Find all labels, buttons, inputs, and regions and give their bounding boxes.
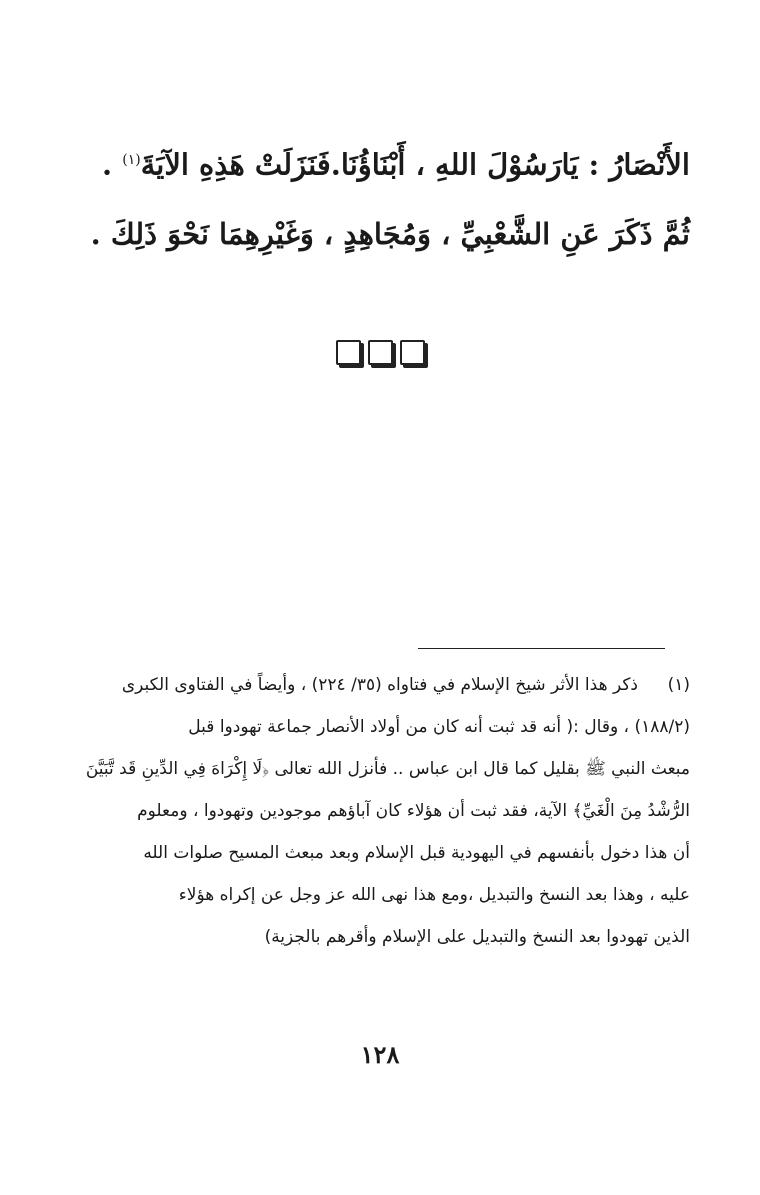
main-text-line-1-end: .: [102, 147, 123, 182]
ornament-square-icon: [368, 340, 393, 365]
footnote-line: [70, 916, 690, 958]
footnote-line-text: أن هذا دخول بأنفسهم في اليهودية قبل الإسلام وبعد مبعث المسيح صلوات الله: [143, 843, 690, 863]
footnote-line: [70, 664, 690, 706]
main-text-line-2: ثُمَّ ذَكَرَ عَنِ الشَّعْبِيِّ ، وَمُجَاهِدٍ ، وَغَيْرِهِمَا نَحْوَ ذَلِكَ .: [90, 217, 690, 251]
footnote-line: [70, 874, 690, 916]
footnote-divider: [418, 648, 665, 649]
footnote-line-text: عليه ، وهذا بعد النسخ والتبديل ،ومع هذا نهى الله عز وجل عن إكراه هؤلاء: [178, 885, 690, 905]
footnote-line-text: ذكر هذا الأثر شيخ الإسلام في فتاواه (٣٥/ ٢٢٤) ، وأيضاً في الفتاوى الكبرى: [121, 675, 638, 695]
footnote-line-text: الرُّشْدُ مِنَ الْغَيِّ﴾ الآية، فقد ثبت أن هؤلاء كان آباؤهم موجودين وتهودوا ، ومعلوم: [137, 801, 690, 821]
footnote-line-text: (١٨٨/٢) ، وقال :( أنه قد ثبت أنه كان من أولاد الأنصار جماعة تهودوا قبل: [188, 717, 690, 737]
page-number: ١٢٨: [360, 1040, 400, 1069]
footnote-reference: (١): [122, 152, 141, 168]
footnote-line: [70, 790, 690, 832]
ornament-square-icon: [400, 340, 425, 365]
footnote-line-text: الذين تهودوا بعد النسخ والتبديل على الإسلام وأقرهم بالجزية): [264, 927, 690, 947]
footnote-number: (١): [667, 675, 690, 695]
section-separator-ornament: [0, 340, 760, 365]
footnote-line: [70, 706, 690, 748]
main-text-line-1: [70, 140, 690, 185]
footnote-line-text: مبعث النبي ﷺ بقليل كما قال ابن عباس .. فأنزل الله تعالى ﴿لَا إِكْرَاهَ فِي الدِّينِ قَد تَّبَيَّنَ: [85, 759, 690, 779]
ornament-square-icon: [336, 340, 361, 365]
footnote-line: [70, 748, 690, 790]
footnote-line: [70, 832, 690, 874]
main-text-line-1-content: الأَنْصَارُ : يَارَسُوْلَ اللهِ ، أَبْنَاؤُنَا.فَنَزَلَتْ هَذِهِ الآيَةَ: [140, 147, 690, 182]
footnote: [70, 664, 690, 958]
